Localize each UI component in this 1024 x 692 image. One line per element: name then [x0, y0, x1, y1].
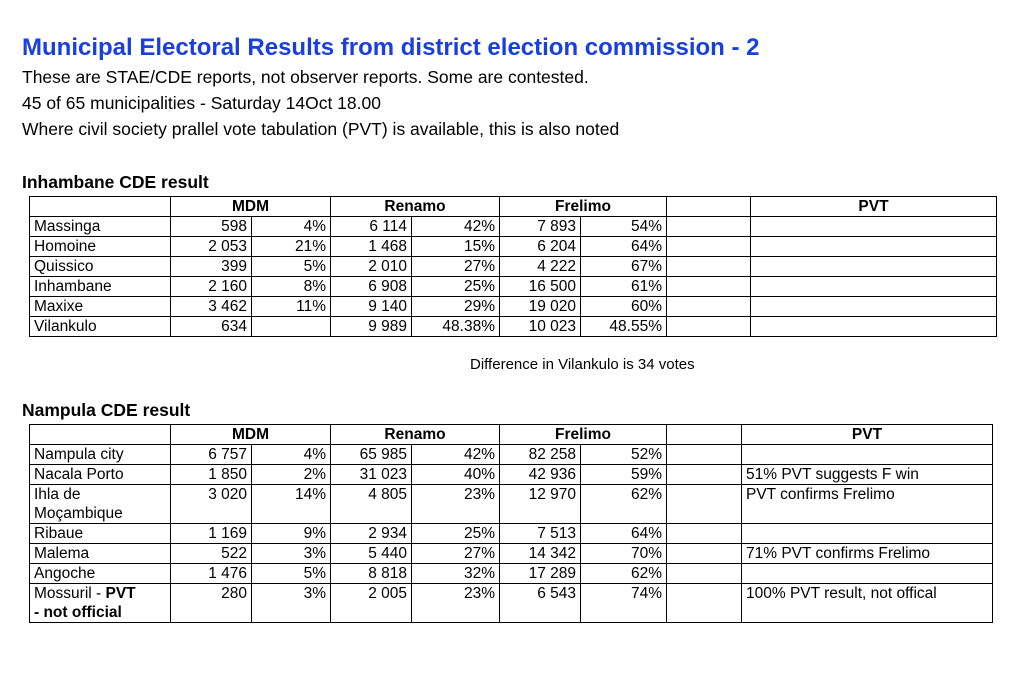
renamo-votes: 6 908 [331, 277, 412, 297]
frelimo-header: Frelimo [500, 197, 667, 217]
frelimo-percent: 60% [581, 297, 667, 317]
subtitle-line-2: 45 of 65 municipalities - Saturday 14Oct 18.00 [22, 93, 381, 113]
mdm-votes: 3 020 [171, 485, 252, 524]
renamo-votes: 8 818 [331, 564, 412, 584]
renamo-votes: 6 114 [331, 217, 412, 237]
spacer-cell [667, 277, 751, 297]
mdm-votes: 280 [171, 584, 252, 623]
renamo-percent: 42% [412, 217, 500, 237]
subtitle-line-3: Where civil society prallel vote tabulation (PVT) is available, this is also noted [22, 119, 620, 139]
municipality-name [30, 485, 171, 524]
renamo-percent: 48.38% [412, 317, 500, 337]
pvt-value [751, 317, 997, 337]
vilankulo-note: Difference in Vilankulo is 34 votes [470, 356, 695, 373]
mdm-percent: 2% [252, 465, 331, 485]
frelimo-percent: 64% [581, 237, 667, 257]
frelimo-votes: 17 289 [500, 564, 581, 584]
municipality-name-line2: Moçambique [34, 505, 123, 522]
mdm-percent: 9% [252, 524, 331, 544]
renamo-votes: 31 023 [331, 465, 412, 485]
municipality-name: Quissico [30, 257, 171, 277]
mdm-header: MDM [171, 425, 331, 445]
municipality-name [30, 524, 171, 544]
spacer-cell [667, 217, 751, 237]
table-row [30, 564, 993, 584]
municipality-name: Homoine [30, 237, 171, 257]
spacer-cell [667, 297, 751, 317]
frelimo-percent: 67% [581, 257, 667, 277]
pvt-value: 71% PVT confirms Frelimo [742, 544, 993, 564]
pvt-value: PVT confirms Frelimo [742, 485, 993, 524]
renamo-percent: 23% [412, 485, 500, 524]
table-row [30, 217, 997, 237]
municipality-name-text: Nampula city [34, 446, 124, 463]
renamo-votes: 9 140 [331, 297, 412, 317]
frelimo-votes: 7 893 [500, 217, 581, 237]
pvt-header: PVT [751, 197, 997, 217]
frelimo-votes: 19 020 [500, 297, 581, 317]
mdm-percent: 5% [252, 257, 331, 277]
spacer-cell [667, 317, 751, 337]
renamo-votes: 2 010 [331, 257, 412, 277]
frelimo-votes: 42 936 [500, 465, 581, 485]
spacer-cell [667, 257, 751, 277]
mdm-percent: 3% [252, 544, 331, 564]
mdm-votes: 6 757 [171, 445, 252, 465]
renamo-percent: 15% [412, 237, 500, 257]
renamo-votes: 2 005 [331, 584, 412, 623]
pvt-value [751, 217, 997, 237]
inhambane-results-table [29, 196, 997, 337]
pvt-value: 51% PVT suggests F win [742, 465, 993, 485]
municipality-name [30, 465, 171, 485]
mdm-percent [252, 317, 331, 337]
frelimo-votes: 14 342 [500, 544, 581, 564]
table-row [30, 584, 993, 623]
municipality-name [30, 544, 171, 564]
nampula-heading: Nampula CDE result [22, 400, 191, 420]
frelimo-percent: 54% [581, 217, 667, 237]
pvt-value [742, 564, 993, 584]
renamo-percent: 40% [412, 465, 500, 485]
mdm-percent: 14% [252, 485, 331, 524]
renamo-percent: 23% [412, 584, 500, 623]
renamo-percent: 32% [412, 564, 500, 584]
renamo-percent: 25% [412, 277, 500, 297]
nampula-results-table [29, 424, 993, 623]
frelimo-votes: 7 513 [500, 524, 581, 544]
table-row [30, 277, 997, 297]
spacer-cell [667, 544, 742, 564]
mdm-votes: 522 [171, 544, 252, 564]
table-row [30, 297, 997, 317]
frelimo-votes: 12 970 [500, 485, 581, 524]
table-row [30, 445, 993, 465]
pvt-value [751, 297, 997, 317]
spacer-cell [667, 237, 751, 257]
pvt-value [742, 445, 993, 465]
pvt-value [751, 237, 997, 257]
spacer-cell [667, 584, 742, 623]
spacer-cell [667, 524, 742, 544]
spacer-cell [667, 564, 742, 584]
renamo-votes: 9 989 [331, 317, 412, 337]
mdm-votes: 1 169 [171, 524, 252, 544]
frelimo-percent: 70% [581, 544, 667, 564]
table-row [30, 524, 993, 544]
frelimo-votes: 10 023 [500, 317, 581, 337]
spacer-cell [667, 445, 742, 465]
pvt-value: 100% PVT result, not offical [742, 584, 993, 623]
municipality-name-line2: - not official [34, 604, 122, 621]
frelimo-percent: 62% [581, 485, 667, 524]
municipality-name [30, 564, 171, 584]
mdm-percent: 3% [252, 584, 331, 623]
spacer-cell [667, 465, 742, 485]
frelimo-votes: 6 543 [500, 584, 581, 623]
municipality-name [30, 445, 171, 465]
municipality-name-text: Ihla de [34, 486, 81, 503]
renamo-percent: 25% [412, 524, 500, 544]
municipality-name: Maxixe [30, 297, 171, 317]
mdm-votes: 598 [171, 217, 252, 237]
table-row [30, 257, 997, 277]
mdm-percent: 8% [252, 277, 331, 297]
inhambane-heading: Inhambane CDE result [22, 172, 209, 192]
renamo-votes: 4 805 [331, 485, 412, 524]
pvt-header: PVT [742, 425, 993, 445]
renamo-percent: 27% [412, 257, 500, 277]
municipality-name-text: Nacala Porto [34, 466, 124, 483]
mdm-votes: 634 [171, 317, 252, 337]
frelimo-percent: 62% [581, 564, 667, 584]
frelimo-votes: 16 500 [500, 277, 581, 297]
subtitle-line-1: These are STAE/CDE reports, not observer reports. Some are contested. [22, 67, 589, 87]
municipality-name-text: Angoche [34, 565, 96, 582]
mdm-votes: 399 [171, 257, 252, 277]
pvt-value [751, 257, 997, 277]
table-row [30, 465, 993, 485]
mdm-percent: 4% [252, 445, 331, 465]
municipality-name-text: Mossuril - [34, 585, 106, 602]
renamo-header: Renamo [331, 197, 500, 217]
municipality-name-text: Ribaue [34, 525, 84, 542]
mdm-percent: 11% [252, 297, 331, 317]
frelimo-header: Frelimo [500, 425, 667, 445]
municipality-name: Inhambane [30, 277, 171, 297]
municipality-name [30, 584, 171, 623]
renamo-percent: 27% [412, 544, 500, 564]
renamo-votes: 65 985 [331, 445, 412, 465]
frelimo-percent: 48.55% [581, 317, 667, 337]
municipality-name: Massinga [30, 217, 171, 237]
frelimo-percent: 59% [581, 465, 667, 485]
renamo-votes: 5 440 [331, 544, 412, 564]
spacer-cell [667, 485, 742, 524]
mdm-votes: 1 476 [171, 564, 252, 584]
renamo-percent: 42% [412, 445, 500, 465]
pvt-value [751, 277, 997, 297]
frelimo-percent: 61% [581, 277, 667, 297]
mdm-votes: 2 053 [171, 237, 252, 257]
table-row [30, 237, 997, 257]
renamo-percent: 29% [412, 297, 500, 317]
frelimo-votes: 4 222 [500, 257, 581, 277]
mdm-header: MDM [171, 197, 331, 217]
pvt-value [742, 524, 993, 544]
mdm-votes: 1 850 [171, 465, 252, 485]
mdm-votes: 2 160 [171, 277, 252, 297]
renamo-votes: 1 468 [331, 237, 412, 257]
table-row [30, 317, 997, 337]
mdm-percent: 5% [252, 564, 331, 584]
frelimo-percent: 74% [581, 584, 667, 623]
page-title: Municipal Electoral Results from district election commission - 2 [22, 34, 760, 61]
renamo-votes: 2 934 [331, 524, 412, 544]
mdm-percent: 21% [252, 237, 331, 257]
frelimo-votes: 82 258 [500, 445, 581, 465]
mdm-votes: 3 462 [171, 297, 252, 317]
municipality-name-text: Malema [34, 545, 90, 562]
mdm-percent: 4% [252, 217, 331, 237]
municipality-name-bold: PVT [105, 585, 136, 602]
frelimo-votes: 6 204 [500, 237, 581, 257]
table-row [30, 544, 993, 564]
frelimo-percent: 64% [581, 524, 667, 544]
municipality-name: Vilankulo [30, 317, 171, 337]
frelimo-percent: 52% [581, 445, 667, 465]
table-row [30, 485, 993, 524]
renamo-header: Renamo [331, 425, 500, 445]
